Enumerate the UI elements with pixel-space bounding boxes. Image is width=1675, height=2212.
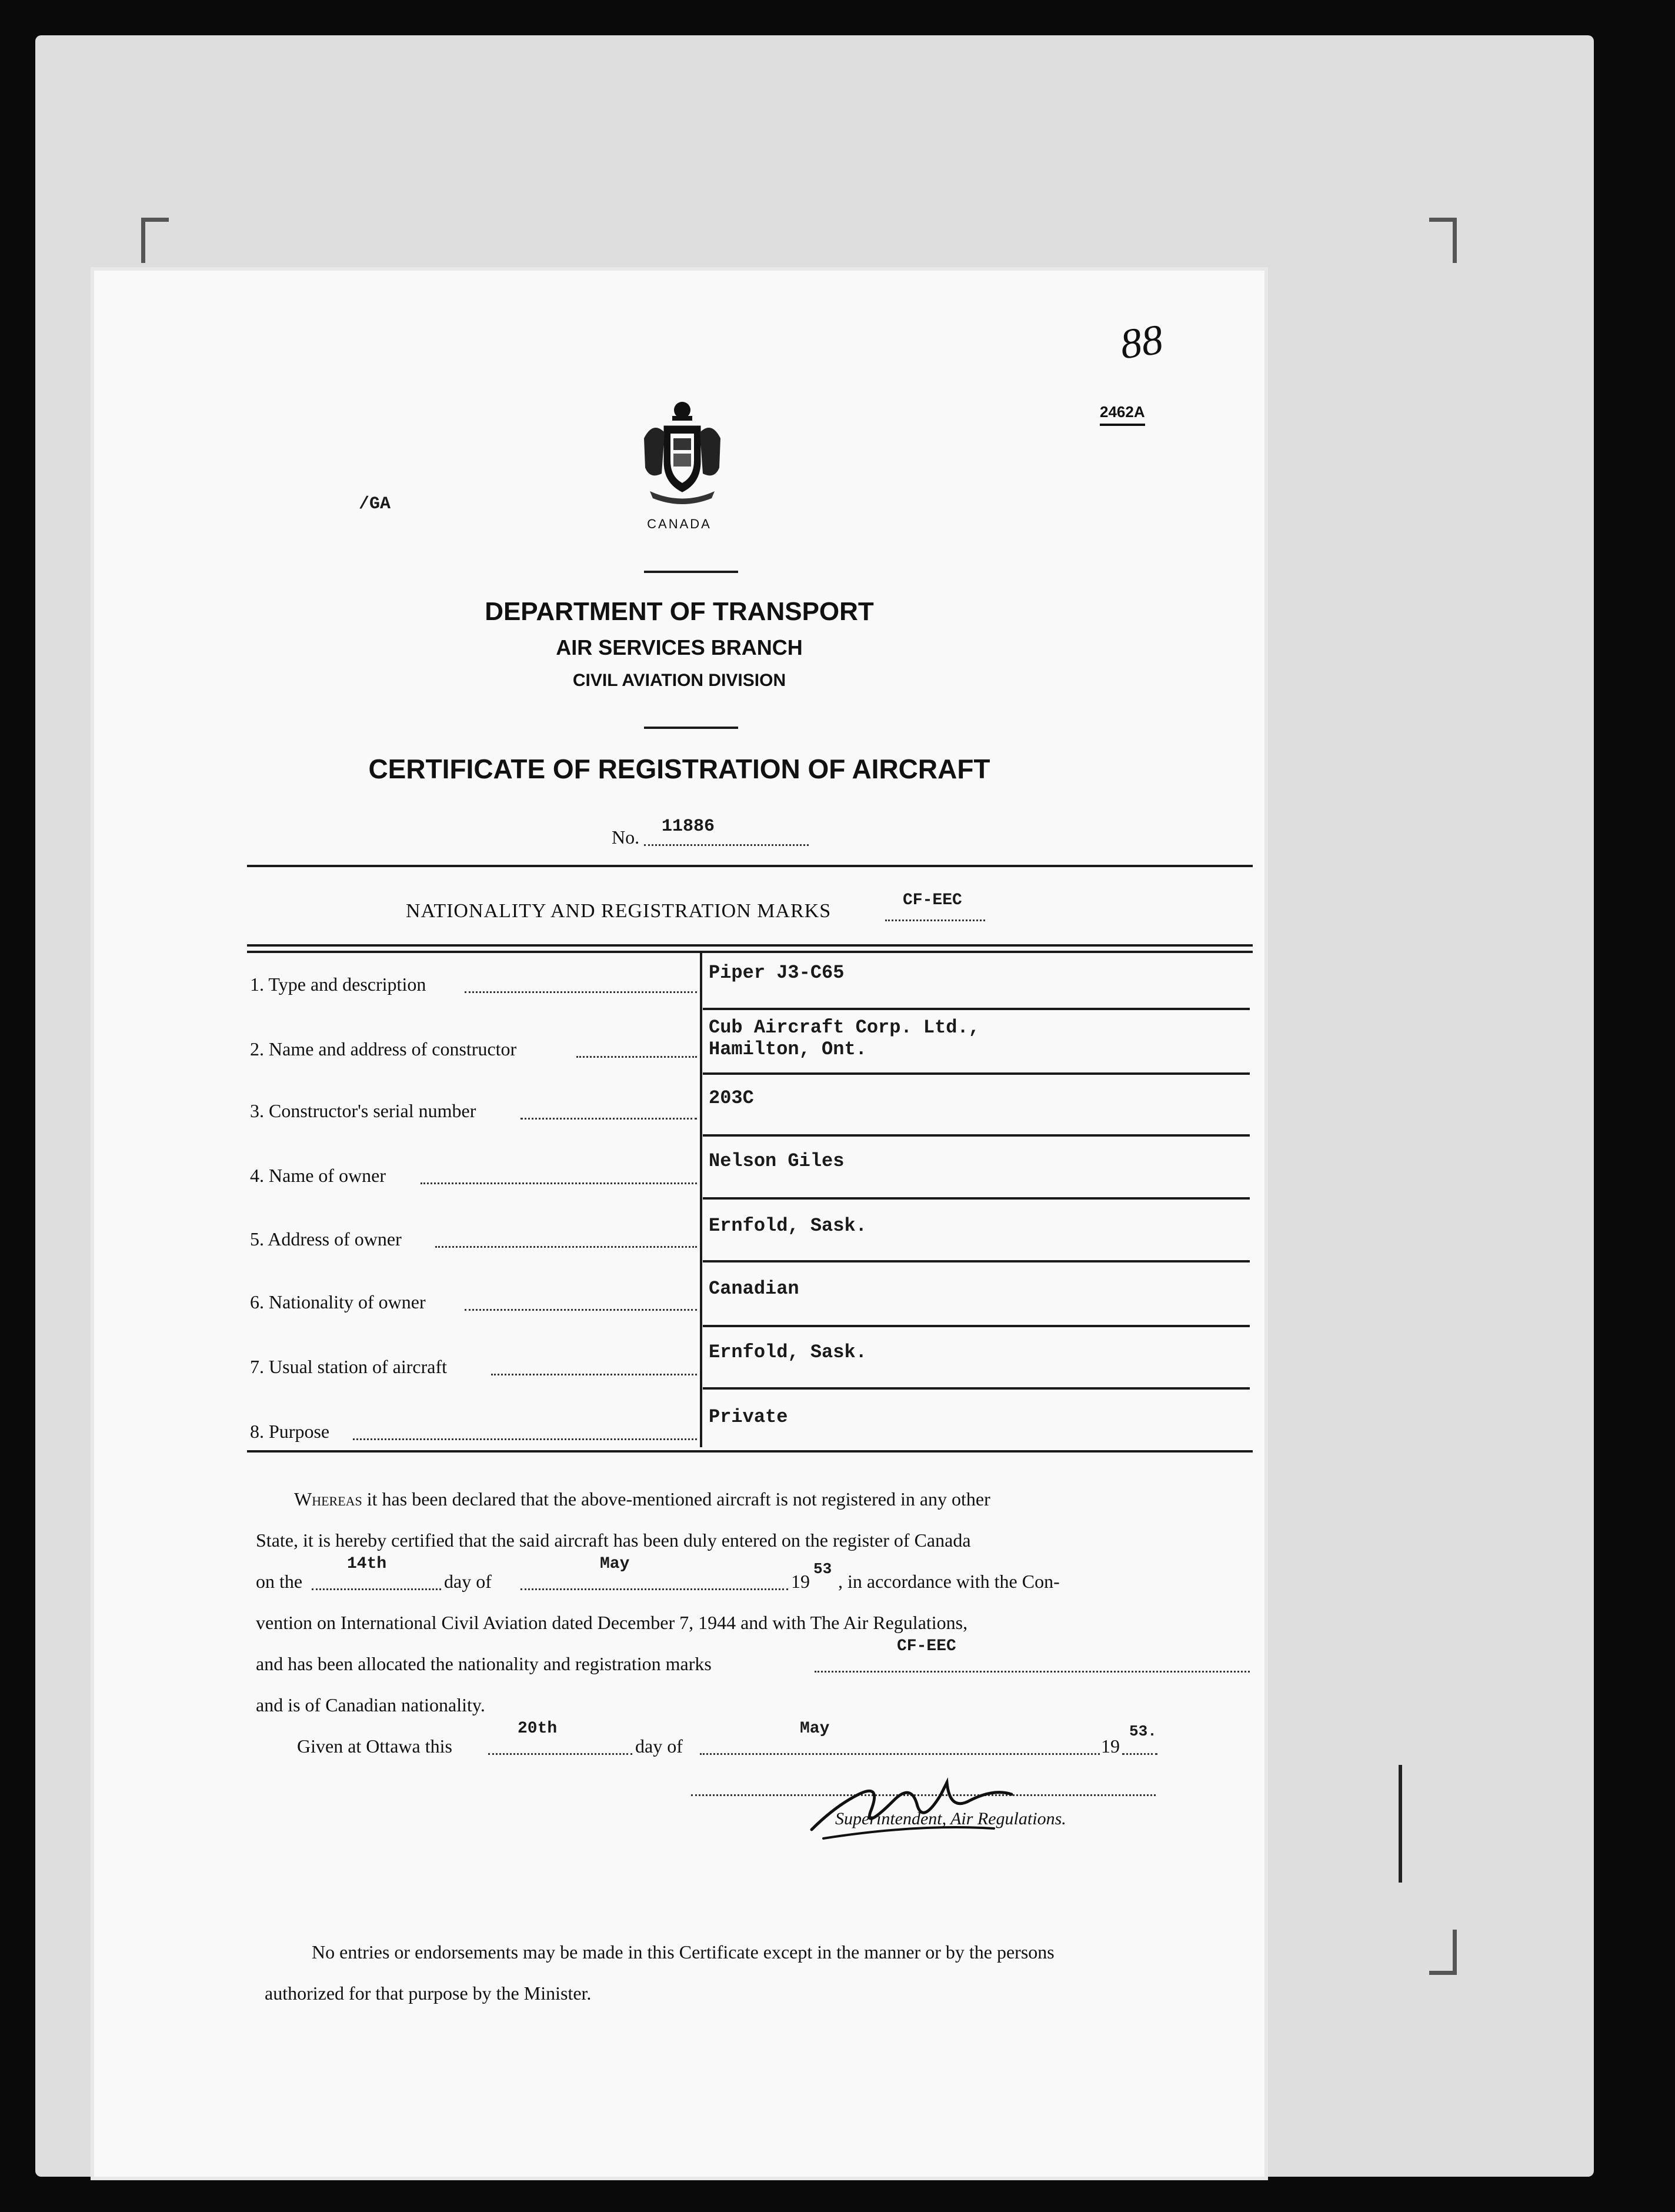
field-label-serial: 3. Constructor's serial number xyxy=(250,1100,476,1121)
body-year-prefix: 19 xyxy=(791,1571,810,1592)
rule-table-top-1 xyxy=(247,944,1253,947)
certificate-no-label: No. xyxy=(612,827,640,848)
rule-table-top-2 xyxy=(247,951,1253,953)
given-day-dots xyxy=(488,1753,632,1755)
field-value-constructor-address: Hamilton, Ont. xyxy=(709,1038,867,1060)
body-line-4: vention on International Civil Aviation dated December 7, 1944 and with The Air Regulations, xyxy=(256,1612,968,1633)
divider-top xyxy=(644,571,738,573)
field-dots xyxy=(465,991,697,993)
nationality-value: CF-EEC xyxy=(903,891,962,910)
given-month-value: May xyxy=(800,1720,830,1738)
divider-middle xyxy=(644,727,738,729)
given-day-of: day of xyxy=(635,1735,683,1757)
nationality-dots xyxy=(885,920,985,921)
field-dots xyxy=(491,1374,697,1375)
whereas-word: Whereas xyxy=(294,1488,362,1510)
row-divider xyxy=(703,1072,1250,1075)
certificate-no-dots xyxy=(644,844,809,846)
field-value-constructor: Cub Aircraft Corp. Ltd., xyxy=(709,1017,980,1038)
table-column-divider xyxy=(700,953,702,1447)
marks-value: CF-EEC xyxy=(897,1637,956,1655)
file-reference: /GA xyxy=(359,494,391,514)
row-divider xyxy=(703,1134,1250,1137)
marks-dots xyxy=(815,1671,1250,1673)
certificate-paper xyxy=(94,271,1264,2177)
field-value-owner: Nelson Giles xyxy=(709,1150,845,1172)
country-label: CANADA xyxy=(647,517,712,531)
signature-title: Superintendent, Air Regulations. xyxy=(835,1809,1066,1828)
signature-icon xyxy=(800,1759,1035,1847)
footer-line-2: authorized for that purpose by the Minister. xyxy=(265,1983,592,2004)
field-value-serial: 203C xyxy=(709,1087,754,1109)
body-on-the: on the xyxy=(256,1571,303,1592)
field-value-purpose: Private xyxy=(709,1406,788,1428)
rule-table-bottom xyxy=(247,1450,1253,1453)
field-label-constructor: 2. Name and address of constructor xyxy=(250,1038,517,1060)
row-divider xyxy=(703,1325,1250,1327)
field-value-station: Ernfold, Sask. xyxy=(709,1341,867,1363)
body-line-1-text: it has been declared that the above-mentioned aircraft is not registered in any other xyxy=(366,1488,990,1510)
row-divider xyxy=(703,1197,1250,1200)
given-month-dots xyxy=(700,1753,1100,1755)
body-line-2: State, it is hereby certified that the said aircraft has been duly entered on the register of Canada xyxy=(256,1530,971,1551)
reg-year-value: 53 xyxy=(813,1560,832,1578)
field-dots xyxy=(520,1118,697,1120)
given-day-value: 20th xyxy=(518,1720,558,1738)
field-dots xyxy=(465,1309,697,1311)
certificate-no-value: 11886 xyxy=(662,817,715,837)
field-label-owner: 4. Name of owner xyxy=(250,1165,386,1186)
reg-day-value: 14th xyxy=(347,1555,387,1573)
handwritten-number: 88 xyxy=(1117,315,1166,368)
reg-day-dots xyxy=(312,1588,441,1590)
smudge-mark xyxy=(1399,1765,1402,1883)
body-line-3-tail: , in accordance with the Con- xyxy=(838,1571,1060,1592)
nationality-label: NATIONALITY AND REGISTRATION MARKS xyxy=(406,900,832,922)
division-title: CIVIL AVIATION DIVISION xyxy=(572,671,786,690)
field-value-owner-nationality: Canadian xyxy=(709,1278,799,1300)
corner-mark-top-right xyxy=(1429,218,1457,263)
corner-mark-top-left xyxy=(141,218,169,263)
field-label-owner-nationality: 6. Nationality of owner xyxy=(250,1291,426,1312)
field-dots xyxy=(576,1056,697,1058)
given-year-prefix: 19 xyxy=(1101,1735,1120,1757)
field-value-type: Piper J3-C65 xyxy=(709,962,845,984)
field-label-purpose: 8. Purpose xyxy=(250,1421,330,1442)
reg-month-dots xyxy=(520,1588,788,1590)
rule-above-nationality xyxy=(247,865,1253,867)
certificate-title: CERTIFICATE OF REGISTRATION OF AIRCRAFT xyxy=(368,754,990,784)
field-label-type: 1. Type and description xyxy=(250,974,426,995)
row-divider xyxy=(703,1008,1250,1010)
field-value-owner-address: Ernfold, Sask. xyxy=(709,1215,867,1237)
body-day-of: day of xyxy=(444,1571,492,1592)
body-line-1 xyxy=(294,1488,990,1510)
branch-title: AIR SERVICES BRANCH xyxy=(556,635,803,659)
field-dots xyxy=(353,1438,697,1440)
field-dots xyxy=(421,1182,697,1184)
given-year-value: 53. xyxy=(1129,1723,1157,1740)
department-title: DEPARTMENT OF TRANSPORT xyxy=(485,597,874,626)
form-number: 2462A xyxy=(1100,403,1145,426)
coat-of-arms-icon xyxy=(638,397,726,509)
body-line-6: and is of Canadian nationality. xyxy=(256,1694,485,1715)
body-line-5: and has been allocated the nationality and registration marks xyxy=(256,1653,712,1674)
field-dots xyxy=(435,1246,697,1248)
footer-line-1: No entries or endorsements may be made in this Certificate except in the manner or by the persons xyxy=(312,1941,1055,1963)
reg-month-value: May xyxy=(600,1555,630,1573)
row-divider xyxy=(703,1260,1250,1262)
field-label-station: 7. Usual station of aircraft xyxy=(250,1356,447,1377)
given-at-label: Given at Ottawa this xyxy=(297,1735,452,1757)
row-divider xyxy=(703,1387,1250,1390)
given-year-dots xyxy=(1122,1753,1157,1755)
field-label-owner-address: 5. Address of owner xyxy=(250,1228,402,1250)
corner-mark-bottom-right xyxy=(1429,1930,1457,1975)
